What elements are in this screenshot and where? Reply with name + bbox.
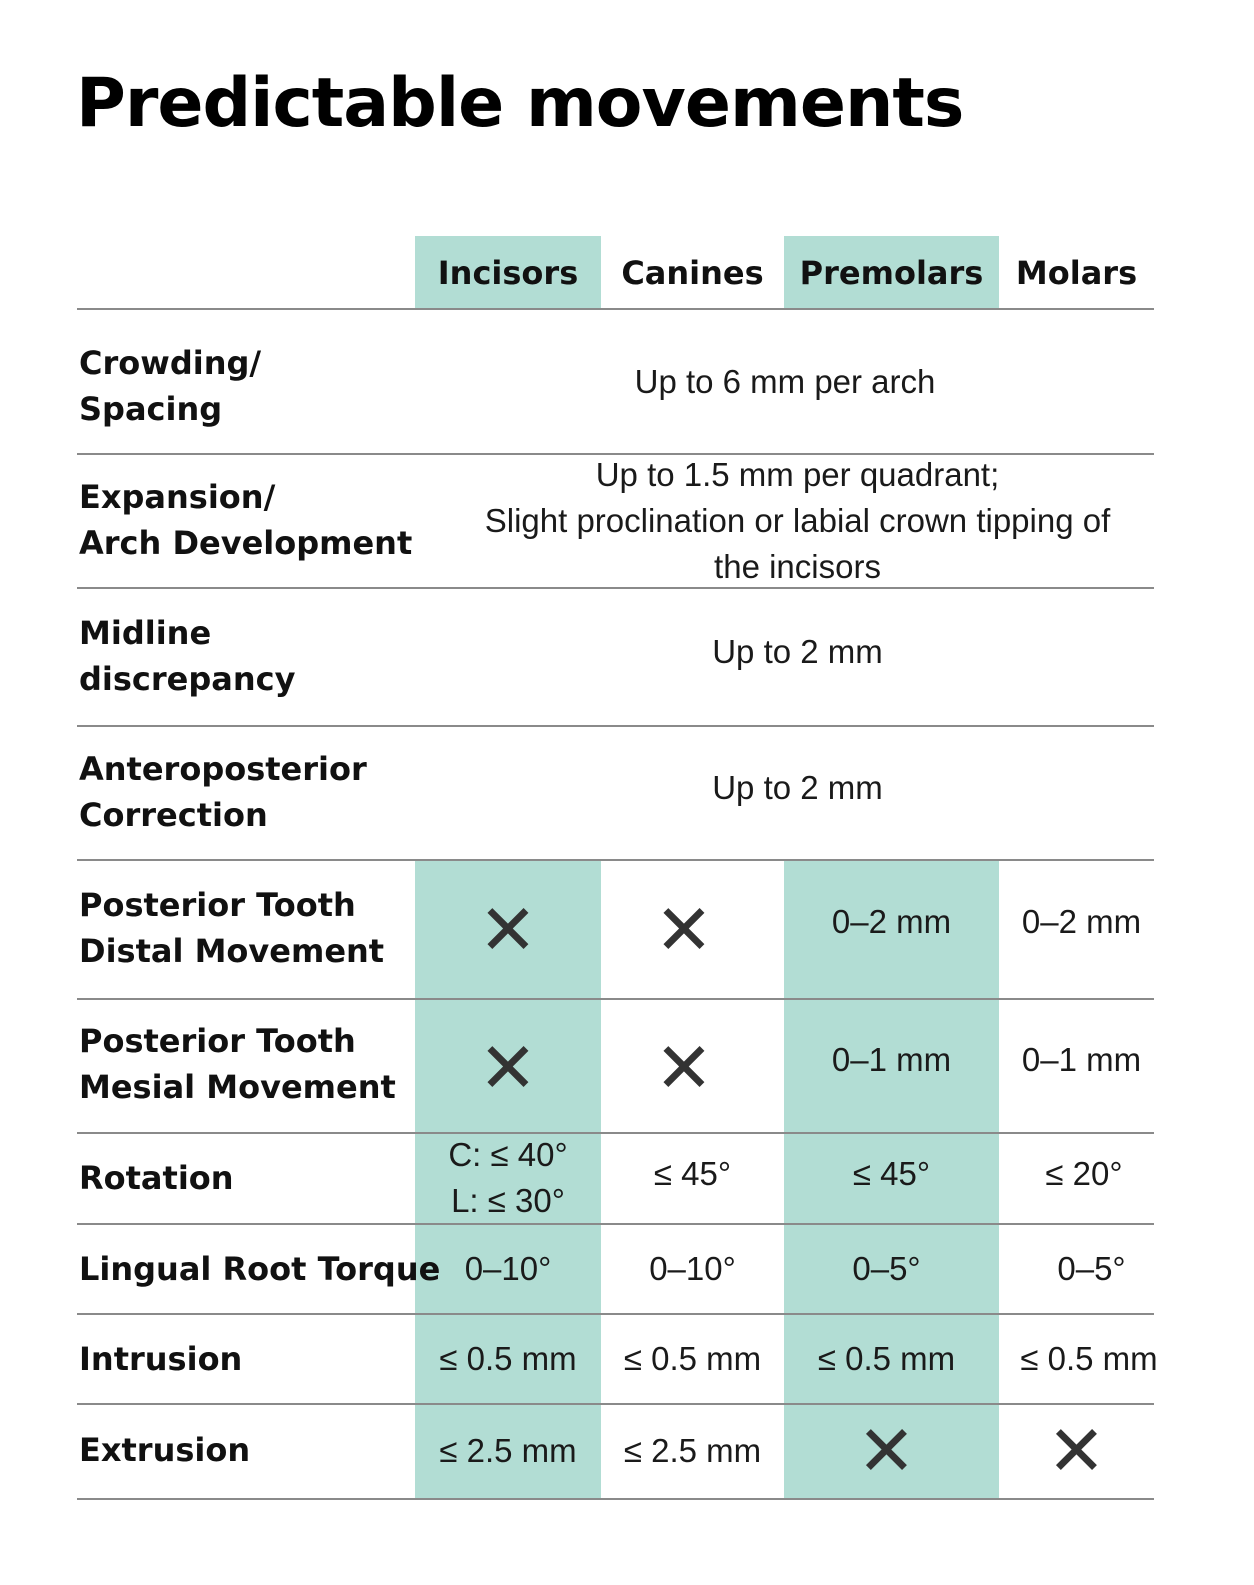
row-label-line: Mesial Movement [79,1068,396,1106]
page-title: Predictable movements [76,64,964,143]
row-label-extrusion: Extrusion [79,1431,251,1469]
span-text: Up to 2 mm [712,769,883,806]
mesial-canines-cell [591,1027,777,1109]
row-label-line: Midline [79,614,212,652]
extrusion-canines-cell: ≤ 2.5 mm [623,1432,762,1469]
rotation-incisors-lateral: L: ≤ 30° [451,1182,565,1219]
span-text: Slight proclination or labial crown tipping of [484,501,1111,539]
row-label-line: Correction [79,796,268,834]
column-header-incisors: Incisors [437,254,579,292]
rotation-molars-cell: ≤ 20° [1045,1155,1123,1192]
row-label-crowding-spacing [79,340,261,432]
mesial-molars-cell: 0–1 mm [1021,1041,1142,1078]
torque-molars-cell: 0–5° [1057,1249,1126,1287]
distal-molars-cell: 0–2 mm [1021,903,1142,940]
row-label-expansion [79,474,412,566]
intrusion-canines-cell: ≤ 0.5 mm [623,1339,762,1377]
x-mark-icon: ✕ [654,889,714,971]
distal-canines-cell [591,889,777,971]
row-label-distal-movement [79,882,384,974]
rotation-incisors-cell [415,1133,601,1223]
span-text: the incisors [714,547,881,585]
row-label-line: Posterior Tooth [79,886,356,924]
mesial-premolars-cell: 0–1 mm [831,1041,952,1078]
row-label-line: Expansion/ [79,478,276,516]
row-label-line: Arch Development [79,524,413,562]
row-label-midline [79,610,295,702]
extrusion-molars-cell [999,1410,1154,1492]
x-mark-icon: ✕ [857,1410,916,1492]
row-label-anteroposterior [79,746,367,838]
column-header-molars: Molars [1015,254,1138,292]
row-label-line: Anteroposterior [79,750,367,788]
row-divider [77,859,1154,861]
column-header-canines: Canines [621,254,764,292]
span-text: Up to 1.5 mm per quadrant; [595,455,1000,493]
x-mark-icon: ✕ [654,1027,714,1109]
extrusion-premolars-cell [784,1410,989,1492]
distal-incisors-cell [415,889,601,971]
anteroposterior-value [445,726,1150,850]
extrusion-incisors-cell: ≤ 2.5 mm [439,1432,577,1469]
row-label-lingual-root-torque: Lingual Root Torque [79,1249,441,1288]
torque-premolars-cell: 0–5° [852,1249,921,1287]
row-divider [77,1498,1154,1500]
x-mark-icon: ✕ [478,1027,538,1109]
midline-value [445,588,1150,716]
mesial-incisors-cell [415,1027,601,1109]
distal-premolars-cell: 0–2 mm [831,903,952,940]
row-label-line: discrepancy [79,660,296,698]
intrusion-molars-cell: ≤ 0.5 mm [1020,1339,1158,1377]
span-text: Up to 6 mm per arch [634,362,936,400]
x-mark-icon: ✕ [1047,1410,1106,1492]
row-label-line: Distal Movement [79,932,385,970]
expansion-value [445,454,1150,587]
intrusion-incisors-cell: ≤ 0.5 mm [439,1339,577,1377]
x-mark-icon: ✕ [478,889,538,971]
row-label-rotation: Rotation [79,1159,234,1197]
row-label-line: Spacing [79,390,223,428]
torque-incisors-cell: 0–10° [464,1249,552,1287]
row-label-line: Crowding/ [79,344,262,382]
rotation-canines-cell: ≤ 45° [653,1155,732,1192]
row-label-line: Posterior Tooth [79,1022,356,1060]
crowding-spacing-value [415,310,1155,453]
intrusion-premolars-cell: ≤ 0.5 mm [817,1339,956,1377]
column-header-premolars: Premolars [799,254,984,292]
torque-canines-cell: 0–10° [649,1249,736,1287]
rotation-incisors-central: C: ≤ 40° [448,1136,568,1173]
rotation-premolars-cell: ≤ 45° [852,1155,931,1192]
row-label-intrusion: Intrusion [79,1339,243,1378]
row-label-mesial-movement [79,1018,396,1110]
row-divider [77,998,1154,1000]
span-text: Up to 2 mm [712,633,883,670]
